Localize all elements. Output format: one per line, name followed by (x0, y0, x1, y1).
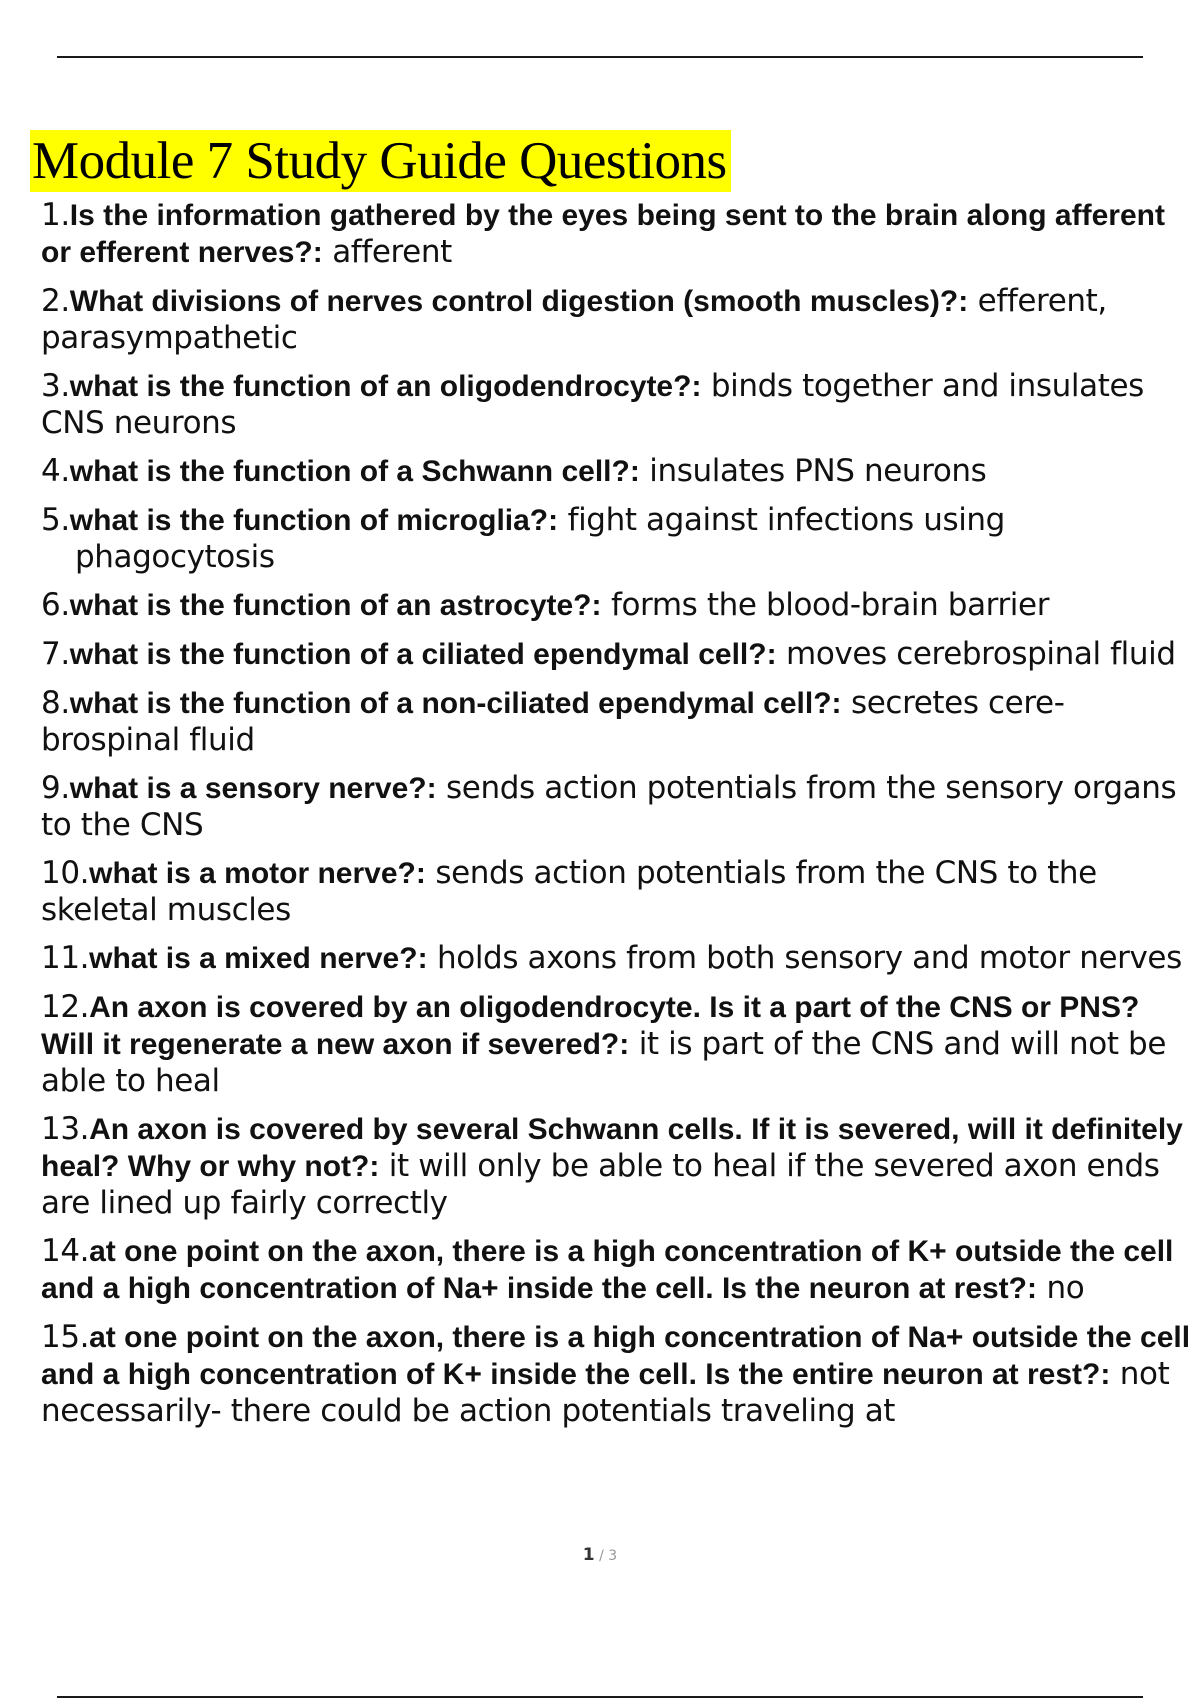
answer-text: forms the blood-brain barrier (601, 587, 1050, 623)
question-number: 6. (41, 587, 70, 623)
question-number: 3. (41, 368, 70, 404)
answer-text: fight against infections using phagocytosis (75, 502, 1005, 575)
question-text: what is the function of a Schwann cell?: (69, 455, 640, 488)
question-item-4 (41, 453, 1191, 490)
answer-text: it will only be able to heal if the severed axon ends are lined up fairly correctly (41, 1148, 1160, 1221)
question-item-13 (41, 1111, 1191, 1221)
question-text: what is the function of a ciliated ependymal cell?: (69, 638, 777, 671)
question-item-7 (41, 636, 1191, 673)
question-item-5 (41, 502, 1191, 575)
total-pages: 3 (608, 1548, 618, 1564)
question-item-6 (41, 587, 1191, 624)
question-text: what is a mixed nerve?: (89, 942, 428, 975)
page-separator: / (594, 1548, 609, 1564)
question-number: 10. (41, 855, 90, 891)
question-number: 4. (41, 453, 70, 489)
answer-text: efferent, parasympathetic (41, 283, 1107, 356)
question-text: what is the function of an astrocyte?: (69, 589, 602, 622)
answer-text: it is part of the CNS and will not be able to heal (41, 1026, 1167, 1099)
question-text: what is the function of an oligodendrocyte?: (69, 370, 702, 403)
bottom-divider (57, 1696, 1143, 1698)
answer-text: secretes cere- brospinal fluid (41, 685, 1065, 758)
answer-text: not necessarily- there could be action potentials traveling at (41, 1356, 1170, 1429)
question-text: Is the information gathered by the eyes being sent to the brain along afferent or efferent nerves?: (41, 199, 1165, 269)
answer-text: moves cerebrospinal fluid (776, 636, 1176, 672)
question-item-14 (41, 1233, 1191, 1307)
question-item-10 (41, 855, 1191, 928)
question-text: An axon is covered by an oligodendrocyte. Is it a part of the CNS or PNS? Will it regenerate a new axon if severed?: (41, 991, 1140, 1061)
answer-text: no (1037, 1270, 1085, 1306)
question-item-15 (41, 1319, 1191, 1429)
question-number: 11. (41, 940, 90, 976)
question-number: 15. (41, 1319, 90, 1355)
question-item-2 (41, 283, 1191, 356)
question-item-1 (41, 197, 1191, 271)
question-number: 8. (41, 685, 70, 721)
question-number: 7. (41, 636, 70, 672)
question-text: at one point on the axon, there is a high concentration of K+ outside the cell and a high concentration of Na+ inside the cell. Is the neuron at rest?: (41, 1235, 1174, 1305)
question-text: what is the function of microglia?: (69, 504, 559, 537)
question-item-9 (41, 770, 1191, 843)
answer-text: holds axons from both sensory and motor nerves (427, 940, 1182, 976)
question-text: An axon is covered by several Schwann cells. If it is severed, will it definitely heal? Why or why not?: (41, 1113, 1183, 1183)
question-text: at one point on the axon, there is a high concentration of Na+ outside the cell and a high concentration of K+ inside the cell. Is the entire neuron at rest?: (41, 1321, 1191, 1391)
question-list (41, 197, 1191, 1441)
question-text: what is a sensory nerve?: (69, 772, 437, 805)
question-item-12 (41, 989, 1191, 1099)
answer-text: sends action potentials from the CNS to the skeletal muscles (41, 855, 1097, 928)
answer-text: insulates PNS neurons (639, 453, 987, 489)
question-text: what is the function of a non-ciliated ependymal cell?: (69, 687, 842, 720)
question-number: 1. (41, 197, 70, 233)
question-item-8 (41, 685, 1191, 758)
current-page: 1 (582, 1545, 595, 1565)
question-number: 12. (41, 989, 90, 1025)
question-number: 5. (41, 502, 70, 538)
question-text: What divisions of nerves control digestion (smooth muscles)?: (69, 285, 969, 318)
question-number: 9. (41, 770, 70, 806)
question-number: 13. (41, 1111, 90, 1147)
top-divider (57, 56, 1143, 58)
page-title: Module 7 Study Guide Questions (30, 130, 731, 192)
question-number: 14. (41, 1233, 90, 1269)
question-item-3 (41, 368, 1191, 441)
question-number: 2. (41, 283, 70, 319)
answer-text: afferent (322, 234, 452, 270)
answer-text: binds together and insulates CNS neurons (41, 368, 1144, 441)
question-item-11 (41, 940, 1191, 977)
answer-text: sends action potentials from the sensory organs to the CNS (41, 770, 1177, 843)
page-indicator (0, 1545, 1200, 1565)
question-text: what is a motor nerve?: (89, 857, 426, 890)
